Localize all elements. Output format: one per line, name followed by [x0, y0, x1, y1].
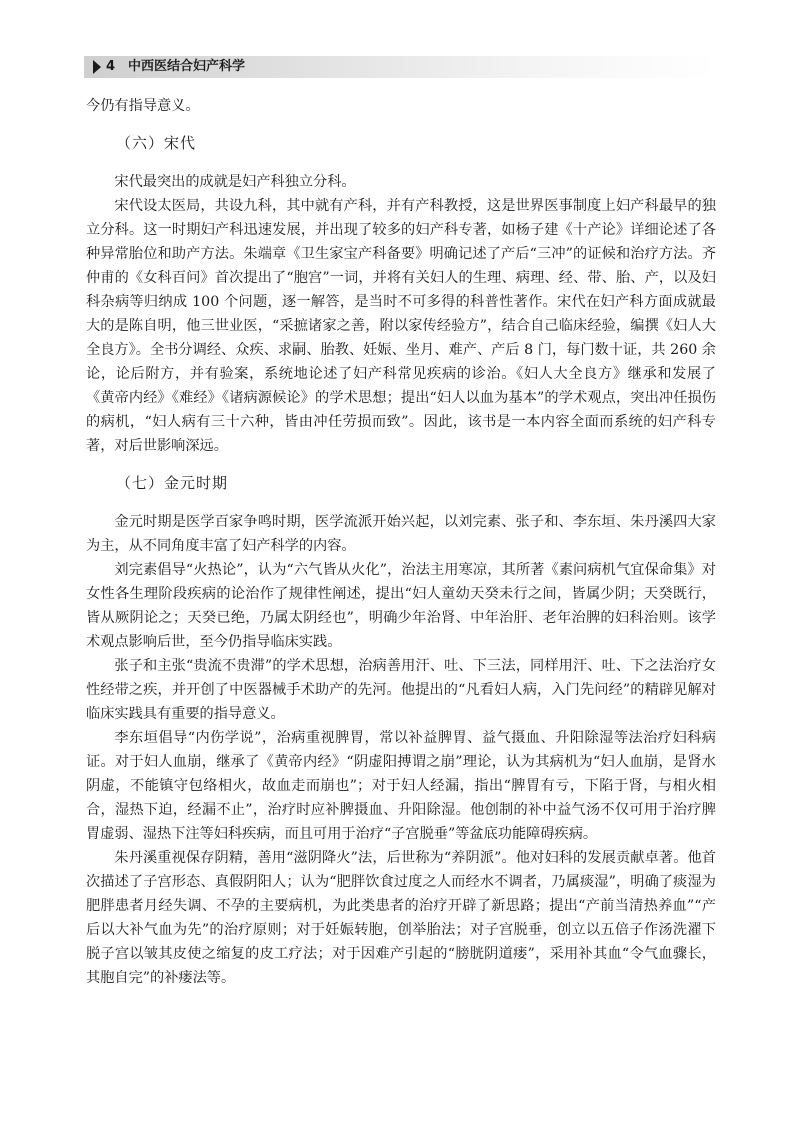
page-number: 4	[106, 59, 116, 74]
section-heading-song: （六）宋代	[116, 134, 197, 152]
book-title: 中西医结合妇产科学	[128, 59, 246, 74]
paragraph: 金元时期是医学百家争鸣时期，医学流派开始兴起，以刘完素、张子和、李东垣、朱丹溪四大家为主，从不同角度丰富了妇产科学的内容。	[86, 514, 716, 554]
triangle-marker-icon	[93, 60, 101, 74]
paragraph: 宋代最突出的成就是妇产科独立分科。	[114, 174, 356, 190]
section-heading-jin-yuan: （七）金元时期	[116, 474, 229, 492]
paragraph: 李东垣倡导“内伤学说”，治病重视脾胃，常以补益脾胃、益气摄血、升阳除湿等法治疗妇科病证。对于妇人血崩，继承了《黄帝内经》“阴虚阳搏谓之崩”理论，认为其病机为“妇人血崩，是肾水阴虚，不能镇守包络相火，故血走而崩也”；对于妇人经漏，指出“脾胃有亏，下陷于肾，与相火相合，湿热下迫，经漏不止”，治疗时应补脾摄血、升阳除湿。他创制的补中益气汤不仅可用于治疗脾胃虚弱、湿热下注等妇科疾病，而且可用于治疗“子宫脱垂”等盆底功能障碍疾病。	[86, 730, 716, 842]
paragraph: 张子和主张“贵流不贵滞”的学术思想，治病善用汗、吐、下三法，同样用汗、吐、下之法治疗女性经带之疾，并开创了中医器械手术助产的先河。他提出的“凡看妇人病，入门先问经”的精辟见解对临床实践具有重要的指导意义。	[86, 658, 716, 722]
paragraph: 朱丹溪重视保存阴精，善用“滋阴降火”法，后世称为“养阴派”。他对妇科的发展贡献卓著。他首次描述了子宫形态、真假阴阳人；认为“肥胖饮食过度之人而经水不调者，乃属痰湿”，明确了痰湿为肥胖患者月经失调、不孕的主要病机，为此类患者的治疗开辟了新思路；提出“产前当清热养血”“产后以大补气血为先”的治疗原则；对于妊娠转胞，创举胎法；对子宫脱垂，创立以五倍子作汤洗濯下脱子宫以皱其皮使之缩复的皮工疗法；对于因难产引起的“膀胱阴道瘘”，采用补其血“令气血骤长，其胞自完”的补瘘法等。	[86, 850, 716, 986]
paragraph: 宋代设太医局，共设九科，其中就有产科，并有产科教授，这是世界医事制度上妇产科最早的独立分科。这一时期妇产科迅速发展，并出现了较多的妇产科专著，如杨子建《十产论》详细论述了各种异常胎位和助产方法。朱端章《卫生家宝产科备要》明确记述了产后“三冲”的证候和治疗方法。齐仲甫的《女科百问》首次提出了“胞宫”一词，并将有关妇人的生理、病理、经、带、胎、产，以及妇科杂病等归纳成 100 个问题，逐一解答，是当时不可多得的科普性著作。宋代在妇产科方面成就最大的是陈自明，他三世业医，“采摭诸家之善，附以家传经验方”，结合自己临床经验，编撰《妇人大全良方》。全书分调经、众疾、求嗣、胎教、妊娠、坐月、难产、产后 8 门，每门数十证，共 260 余论，论后附方，并有验案，系统地论述了妇产科常见疾病的诊治。《妇人大全良方》继承和发展了《黄帝内经》《难经》《诸病源候论》的学术思想；提出“妇人以血为基本”的学术观点，突出冲任损伤的病机，“妇人病有三十六种，皆由冲任劳损而致”。因此，该书是一本内容全面而系统的妇产科专著，对后世影响深远。	[86, 198, 716, 454]
page-body	[86, 94, 716, 990]
paragraph: 刘完素倡导“火热论”，认为“六气皆从火化”，治法主用寒凉，其所著《素问病机气宜保命集》对女性各生理阶段疾病的论治作了规律性阐述，提出“妇人童幼天癸未行之间，皆属少阴；天癸既行，皆从厥阴论之；天癸已绝，乃属太阴经也”，明确少年治肾、中年治肝、老年治脾的妇科治则。该学术观点影响后世，至今仍指导临床实践。	[86, 562, 716, 650]
continued-paragraph: 今仍有指导意义。	[86, 98, 200, 114]
